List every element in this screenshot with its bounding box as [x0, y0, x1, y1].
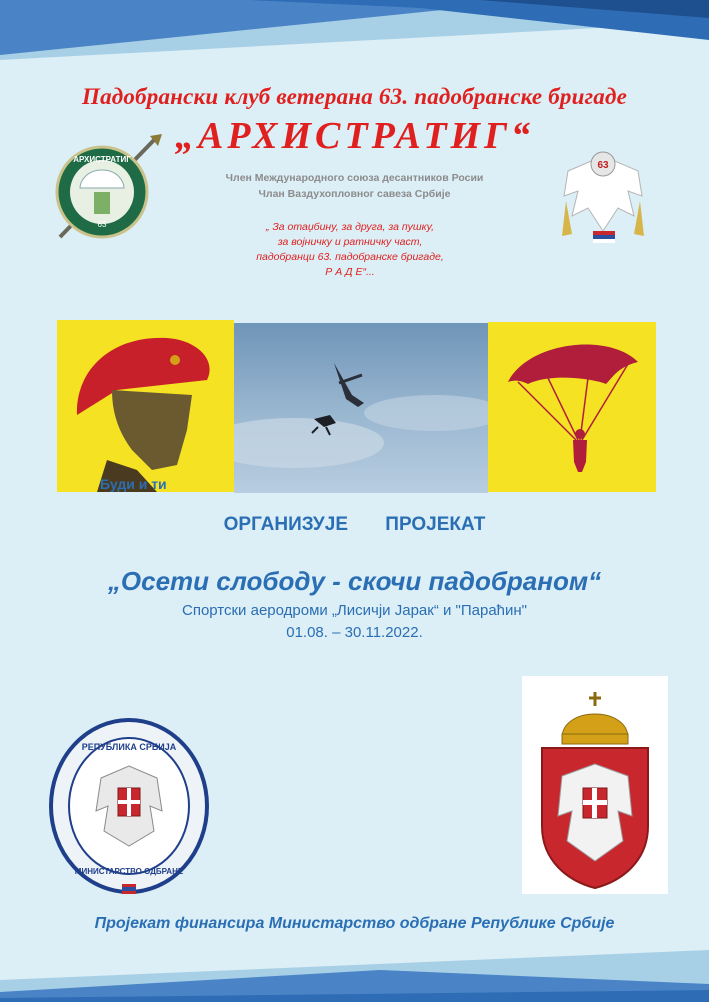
project-title: „Осети слободу - скочи падобраном“ [107, 566, 602, 596]
bottom-decorative-bands [0, 940, 709, 1002]
club-seal-text: АРХИСТРАТИГ [73, 155, 131, 164]
brigade-number: 63 [597, 160, 609, 171]
parachutist-silhouette-image [488, 322, 656, 492]
ministry-seal-bottom-text: МИНИСТАРСТВО ОДБРАНЕ [74, 867, 184, 876]
banner-slogan: Буди и ти [100, 476, 167, 492]
club-seal-emblem [46, 132, 164, 244]
club-title: „АРХИСТРАТИГ“ [174, 115, 535, 157]
soldier-silhouette-image [57, 320, 234, 492]
organize-heading [0, 514, 709, 536]
serbia-coat-of-arms-panel [522, 676, 668, 894]
top-decorative-bands [0, 0, 709, 80]
airplane-shape [334, 363, 364, 407]
brigade-eagle-emblem [558, 136, 648, 256]
club-name: Падобрански клуб ветерана 63. падобранске бригаде [82, 84, 627, 109]
ministry-seal-top-text: РЕПУБЛИКА СРБИЈА [81, 742, 177, 752]
banner-parachutist-panel [488, 322, 656, 492]
project-location: Спортски аеродроми „Лисичји Јарак“ и "Параћин" [181, 602, 527, 619]
project-dates: 01.08. – 30.11.2022. [286, 624, 423, 641]
banner-soldier-panel [57, 320, 234, 492]
funding-note: Пројекат финансира Министарство одбране Републике Србије [94, 915, 615, 932]
quote-line-1: „ За отаџбину, за друга, за пушку, [265, 221, 435, 233]
serbia-coat-of-arms [522, 676, 668, 894]
club-seal-number: 63 [97, 220, 107, 229]
member-line-1: Члeн Международного союза десантников Росии [225, 172, 484, 184]
quote-line-2: за војничку и ратничку част, [277, 236, 423, 248]
quote-line-4: Р А Д Е“... [325, 266, 375, 278]
member-line-2: Члан Ваздухопловног савеза Србије [258, 188, 451, 200]
organize-word: ОРГАНИЗУЈЕ [223, 514, 348, 535]
project-word: ПРОЈЕКАТ [385, 514, 486, 535]
ministry-of-defence-seal [46, 716, 212, 904]
banner-sky-photo [234, 323, 488, 493]
quote-line-3: падобранци 63. падобранске бригаде, [256, 251, 444, 263]
